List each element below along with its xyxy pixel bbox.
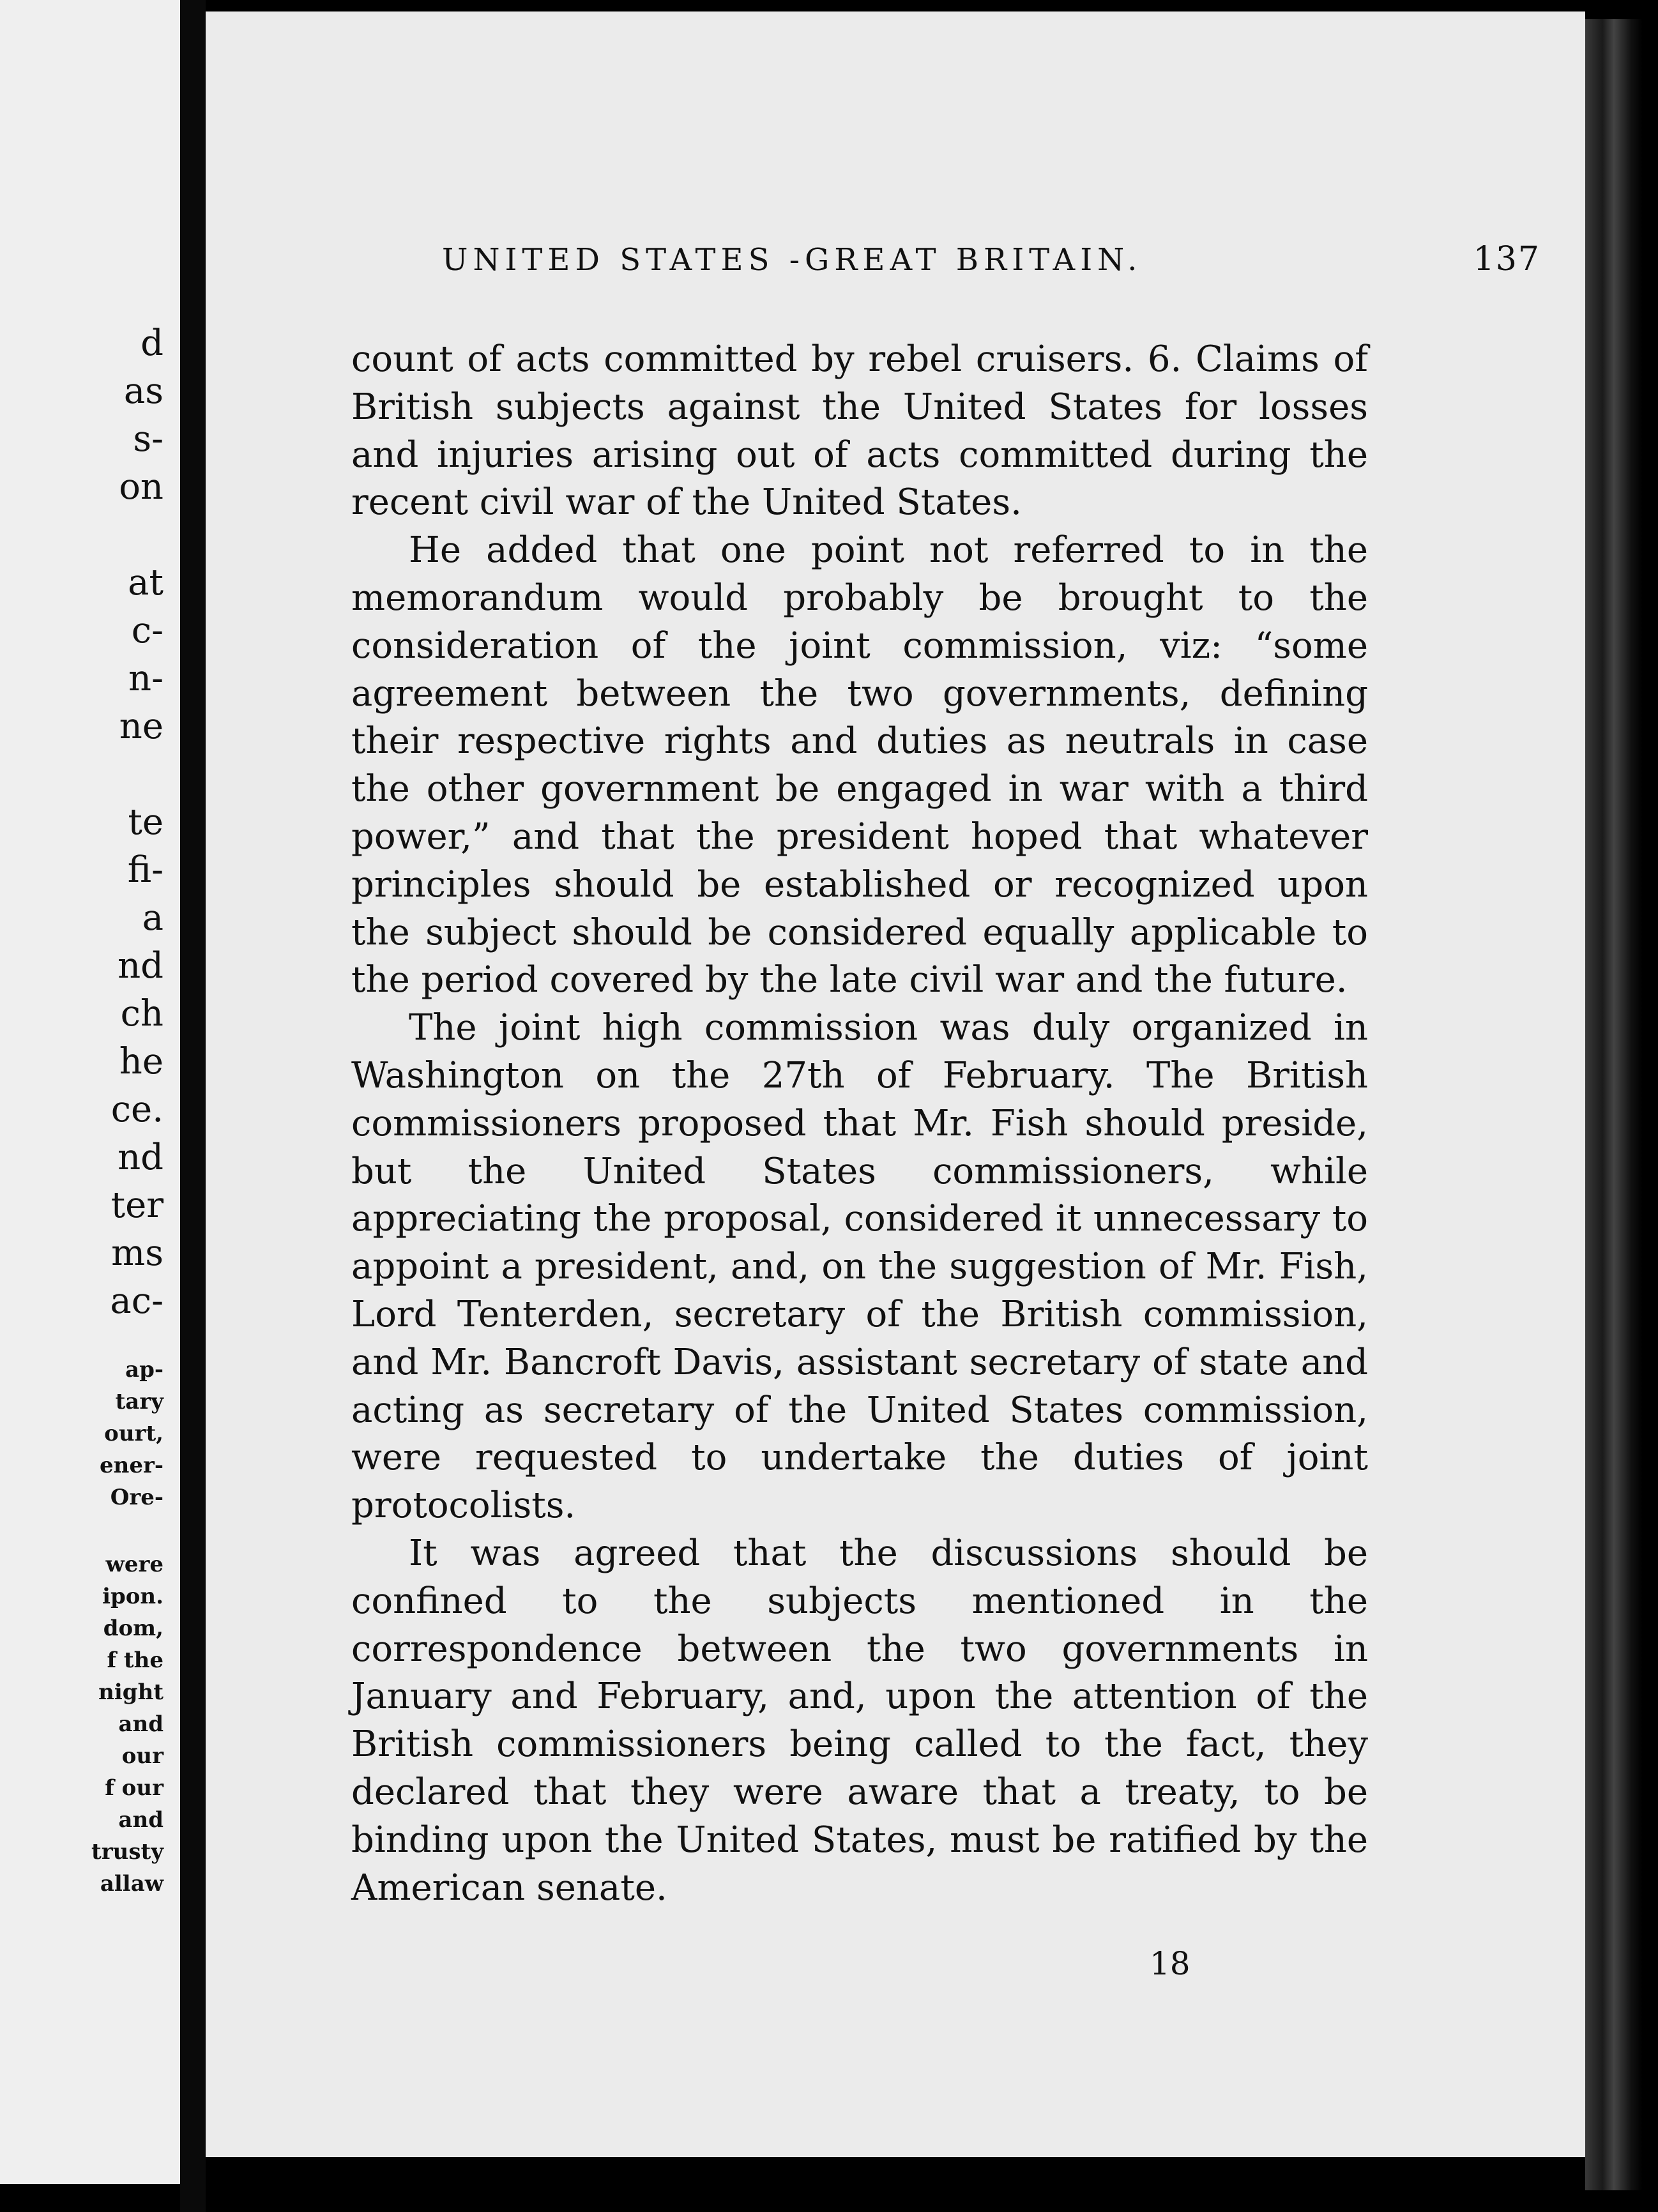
left-fragment: and	[118, 1711, 164, 1737]
left-fragment: f the	[107, 1648, 164, 1673]
page-number: 137	[1473, 240, 1540, 278]
body-text	[351, 336, 1368, 1912]
left-fragment: allaw	[100, 1871, 164, 1897]
paragraph: It was agreed that the discussions should be confined to the subjects mentioned in the correspondence between the two governments in January and February, and, upon the attention of the British commissioners being called to the fact, they declared that they were aware that a treaty, to be binding upon the United States, must be ratified by the American senate.	[351, 1532, 1368, 1909]
left-fragment: ipon.	[102, 1584, 164, 1609]
left-fragment: f our	[105, 1775, 164, 1801]
left-fragment: fi-	[127, 849, 164, 891]
left-fragment: at	[128, 562, 164, 603]
left-fragment: ac-	[110, 1280, 164, 1322]
left-fragment: ener-	[99, 1453, 164, 1478]
left-fragment: ch	[120, 993, 164, 1034]
left-fragment: s-	[133, 418, 164, 460]
left-fragment: ce.	[110, 1089, 164, 1130]
left-fragment: c-	[131, 610, 164, 651]
left-fragment: and	[118, 1807, 164, 1833]
left-fragment: were	[105, 1552, 164, 1577]
left-fragment: nd	[118, 1137, 164, 1178]
paragraph: The joint high commission was duly organized in Washington on the 27th of February. The British commissioners proposed that Mr. Fish should preside, but the United States commissioners, while appreciating the proposal, considered it unnecessary to appoint a president, and, on the suggestion of Mr. Fish, Lord Tenterden, secretary of the British commission, and Mr. Bancroft Davis, assistant secretary of state and acting as secretary of the United States commission, were requested to undertake the duties of joint protocolists.	[351, 1007, 1368, 1527]
left-fragment: as	[123, 370, 164, 412]
left-fragment: night	[98, 1679, 164, 1705]
left-fragment: ter	[110, 1185, 164, 1226]
left-fragment: trusty	[91, 1839, 164, 1865]
left-fragment: nd	[118, 945, 164, 987]
left-fragment: ne	[119, 706, 164, 747]
main-page	[206, 11, 1585, 2157]
left-fragment: n-	[128, 658, 164, 699]
page-edge-shadow	[1585, 19, 1643, 2190]
paragraph: He added that one point not referred to in the memorandum would probably be brought to the consideration of the joint commission, viz: “some agreement between the two governments, defining their respective rights and duties as neutrals in case the other government be engaged in war with a third power,” and that the president hoped that whatever principles should be established or recognized upon the subject should be considered equally applicable to the period covered by the late civil war and the future.	[351, 529, 1368, 1001]
paragraph: count of acts committed by rebel cruisers. 6. Claims of British subjects against the United States for losses and injuries arising out of acts committed during the recent civil war of the United States.	[351, 338, 1368, 524]
left-fragment: tary	[115, 1389, 164, 1414]
left-fragment: d	[141, 322, 164, 364]
book-gutter	[180, 0, 206, 2212]
left-fragment: our	[121, 1743, 164, 1769]
left-fragment: on	[119, 466, 164, 508]
left-facing-page	[0, 0, 180, 2184]
left-fragment: te	[128, 801, 164, 843]
left-fragment: he	[119, 1041, 164, 1082]
running-head	[442, 240, 1540, 278]
left-fragment: a	[142, 897, 164, 939]
left-fragment: Ore-	[110, 1485, 164, 1510]
running-title: UNITED STATES -GREAT BRITAIN.	[442, 242, 1143, 278]
signature-mark: 18	[1150, 1945, 1190, 1982]
left-fragment: dom,	[103, 1616, 164, 1641]
left-fragment: ourt,	[104, 1421, 164, 1446]
left-fragment: ms	[111, 1232, 164, 1274]
left-fragment: ap-	[125, 1357, 164, 1382]
